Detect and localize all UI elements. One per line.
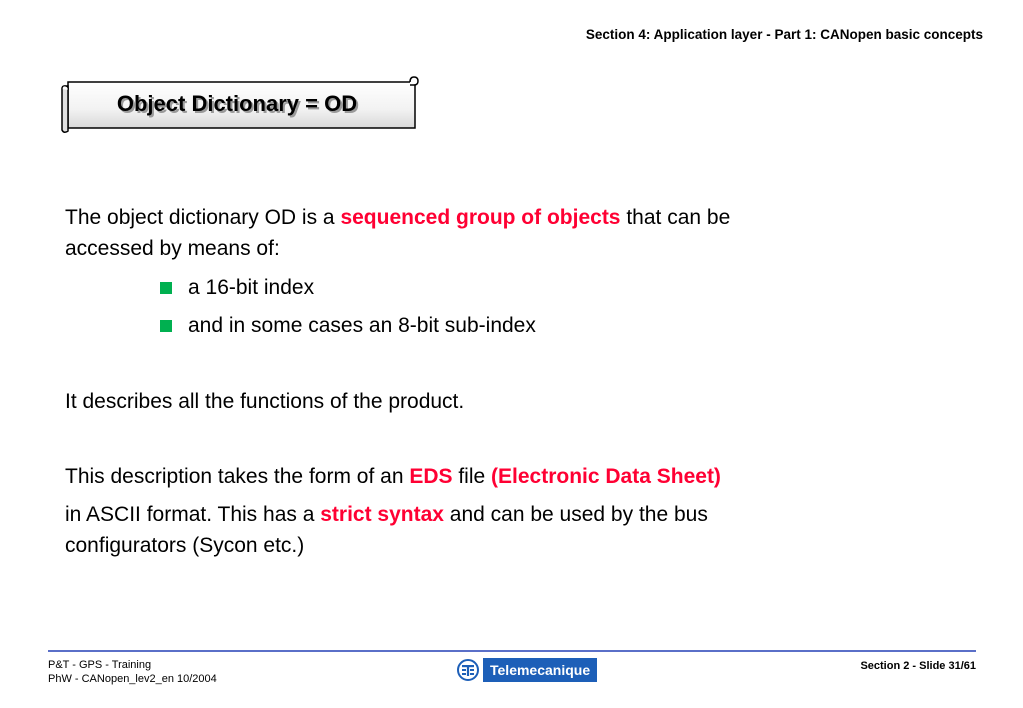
para4-post: and can be used by the bus — [443, 503, 708, 526]
bullet-text: and in some cases an 8-bit sub-index — [188, 314, 536, 337]
bullet-text: a 16-bit index — [188, 276, 315, 299]
paragraph-3 — [65, 461, 721, 492]
para4-pre: in ASCII format. This has a — [65, 503, 321, 526]
footer-document: PhW - CANopen_lev2_en 10/2004 — [48, 673, 217, 685]
bullet-square-icon — [160, 282, 172, 294]
paragraph-2: It describes all the functions of the product. — [65, 390, 465, 413]
para1-pre: The object dictionary OD is a — [65, 206, 341, 229]
bullet-square-icon — [160, 320, 172, 332]
bullet-item — [160, 272, 314, 303]
company-logo — [457, 657, 597, 683]
para3-pre: This description takes the form of an — [65, 465, 410, 488]
bullet-item — [160, 310, 536, 341]
para3-highlight-eds: EDS — [409, 465, 453, 488]
footer-divider — [48, 650, 976, 652]
para4-highlight: strict syntax — [320, 503, 444, 526]
paragraph-1-line-1 — [65, 202, 730, 233]
para1-highlight: sequenced group of objects — [340, 206, 621, 229]
banner-title: Object Dictionary = OD — [116, 91, 358, 116]
para3-mid: file — [452, 465, 492, 488]
footer-course: P&T - GPS - Training — [48, 659, 152, 671]
para3-highlight-sheet: (Electronic Data Sheet) — [491, 465, 721, 488]
header-title: Section 4: Application layer - Part 1: CANopen basic concepts — [585, 27, 983, 42]
slide-number: Section 2 - Slide 31/61 — [860, 660, 976, 672]
paragraph-4-line-1 — [65, 499, 708, 530]
telemecanique-logo-icon — [457, 659, 479, 681]
paragraph-4-line-2: configurators (Sycon etc.) — [65, 534, 305, 557]
logo-wordmark: Telemecanique — [483, 658, 597, 682]
para1-post: that can be — [620, 206, 731, 229]
paragraph-1-line-2: accessed by means of: — [65, 237, 280, 260]
footer-left — [48, 658, 217, 686]
title-banner — [60, 76, 420, 134]
